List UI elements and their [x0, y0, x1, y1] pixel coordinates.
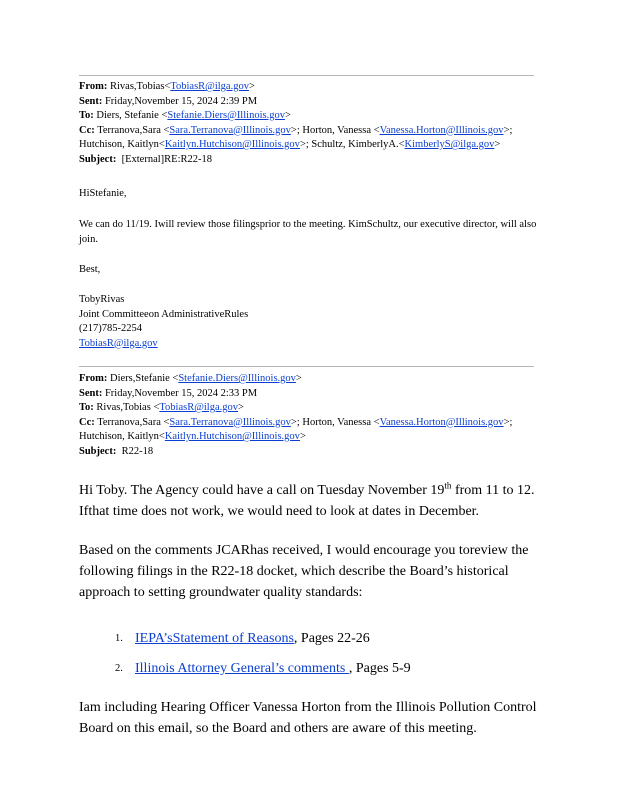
cc-name: Terranova,Sara	[97, 124, 161, 136]
signature-email-link[interactable]: TobiasR@ilga.gov	[79, 337, 158, 349]
email1-header	[79, 80, 549, 167]
email2-cc-row-cont: Hutchison, Kaitlyn<Kaitlyn.Hutchison@Illinois.gov>	[79, 431, 306, 442]
cc-name: Hutchison, Kaitlyn	[79, 139, 159, 150]
cc-name: Hutchison, Kaitlyn	[79, 431, 159, 442]
para2-text: Based on the comments JCARhas received, I would encourage you toreview the following filings in the R22-18 docket, which describe the Board’s historical approach to setting groundwater quality standards:	[79, 543, 529, 600]
list-item	[79, 629, 539, 659]
signature-phone: (217)785-2254	[79, 323, 142, 334]
cc-name: Horton, Vanessa	[302, 416, 372, 428]
iepa-statement-link[interactable]: IEPA’sStatement of Reasons	[135, 631, 294, 646]
email2-paragraph-2	[79, 540, 539, 603]
sent-label: Sent:	[79, 95, 103, 107]
email2-sent-row	[79, 387, 549, 402]
list-item-pages: , Pages 5-9	[348, 661, 411, 676]
cc-name: Horton, Vanessa	[302, 124, 372, 136]
cc-name: Schultz, KimberlyA.	[311, 139, 399, 150]
email2-paragraph-3	[79, 697, 539, 739]
cc-email-link[interactable]: Vanessa.Horton@Illinois.gov	[379, 416, 504, 428]
to-label: To:	[79, 402, 94, 413]
from-label: From:	[79, 81, 108, 92]
para1-text-a: Hi Toby. The Agency could have a call on Tuesday November 19	[79, 483, 445, 498]
cc-email-link[interactable]: Sara.Terranova@Illinois.gov	[169, 416, 291, 428]
list-item-number: 2.	[115, 663, 123, 674]
para3-text: Iam including Hearing Officer Vanessa Horton from the Illinois Pollution Control Board on this email, so the Board and others are aware of this meeting.	[79, 700, 537, 736]
email1-to-row: To: Diers, Stefanie <Stefanie.Diers@Illinois.gov>	[79, 110, 291, 121]
email2-subject-row	[79, 445, 549, 460]
sent-value: Friday,November 15, 2024 2:33 PM	[104, 387, 258, 399]
from-label: From:	[79, 373, 108, 384]
from-email-link[interactable]: TobiasR@ilga.gov	[170, 81, 249, 92]
separator-top	[79, 75, 534, 76]
email1-subject-row	[79, 153, 549, 168]
email1-from-row: From: Rivas,Tobias<TobiasR@ilga.gov>	[79, 81, 255, 92]
subject-value: R22-18	[121, 445, 154, 457]
cc-label: Cc:	[79, 416, 95, 428]
sent-value: Friday,November 15, 2024 2:39 PM	[104, 95, 258, 107]
cc-email-link[interactable]: Kaitlyn.Hutchison@Illinois.gov	[164, 139, 300, 150]
to-email-link[interactable]: TobiasR@ilga.gov	[159, 402, 238, 413]
email1-sent-row	[79, 95, 549, 110]
email1-cc-row-cont: Hutchison, Kaitlyn<Kaitlyn.Hutchison@Illinois.gov>; Schultz, KimberlyA.<KimberlyS@ilga.gov>	[79, 139, 501, 150]
to-name: Rivas,Tobias	[96, 402, 151, 413]
cc-label: Cc:	[79, 124, 95, 136]
from-name: Diers,Stefanie	[110, 373, 170, 384]
list-item-number: 1.	[115, 633, 123, 644]
list-item	[79, 659, 539, 689]
list-item-pages: , Pages 22-26	[293, 631, 370, 646]
cc-email-link[interactable]: Sara.Terranova@Illinois.gov	[169, 124, 291, 136]
subject-label: Subject:	[79, 153, 117, 165]
filings-list	[79, 629, 539, 689]
para1-text-b: from 11 to 12. Ifthat time does not work, we would need to look at dates in December.	[79, 483, 535, 519]
signature-org: Joint Committeeon AdministrativeRules	[79, 308, 249, 320]
subject-label: Subject:	[79, 445, 117, 457]
email2-paragraph-1	[79, 480, 539, 522]
email2-to-row: To: Rivas,Tobias <TobiasR@ilga.gov>	[79, 402, 244, 413]
signature-name: TobyRivas	[79, 294, 125, 305]
separator-middle	[79, 366, 534, 367]
to-email-link[interactable]: Stefanie.Diers@Illinois.gov	[167, 110, 285, 121]
email1-closing: Best,	[79, 264, 101, 275]
cc-email-link[interactable]: Kaitlyn.Hutchison@Illinois.gov	[164, 431, 300, 442]
sent-label: Sent:	[79, 387, 103, 399]
email2-header	[79, 372, 549, 459]
to-label: To:	[79, 110, 94, 121]
subject-value: [External]RE:R22-18	[121, 153, 212, 165]
email2-from-row: From: Diers,Stefanie <Stefanie.Diers@Illinois.gov>	[79, 373, 302, 384]
email1-body: We can do 11/19. Iwill review those filingsprior to the meeting. KimSchultz, our executive director, will also join.	[79, 219, 537, 245]
ag-comments-link[interactable]: Illinois Attorney General’s comments	[135, 661, 349, 676]
email1-cc-row: Cc: Terranova,Sara <Sara.Terranova@Illinois.gov>; Horton, Vanessa <Vanessa.Horton@Illinois.gov>;	[79, 124, 513, 136]
cc-email-link[interactable]: Vanessa.Horton@Illinois.gov	[379, 124, 504, 136]
from-email-link[interactable]: Stefanie.Diers@Illinois.gov	[178, 373, 296, 384]
email2-cc-row: Cc: Terranova,Sara <Sara.Terranova@Illinois.gov>; Horton, Vanessa <Vanessa.Horton@Illinois.gov>;	[79, 416, 513, 428]
cc-email-link[interactable]: KimberlyS@ilga.gov	[404, 139, 495, 150]
email1-signature	[79, 293, 549, 351]
from-name: Rivas,Tobias	[110, 81, 165, 92]
email1-greeting: HiStefanie,	[79, 188, 127, 199]
cc-name: Terranova,Sara	[97, 416, 161, 428]
para1-superscript: th	[444, 480, 452, 491]
to-name: Diers, Stefanie	[96, 110, 159, 121]
